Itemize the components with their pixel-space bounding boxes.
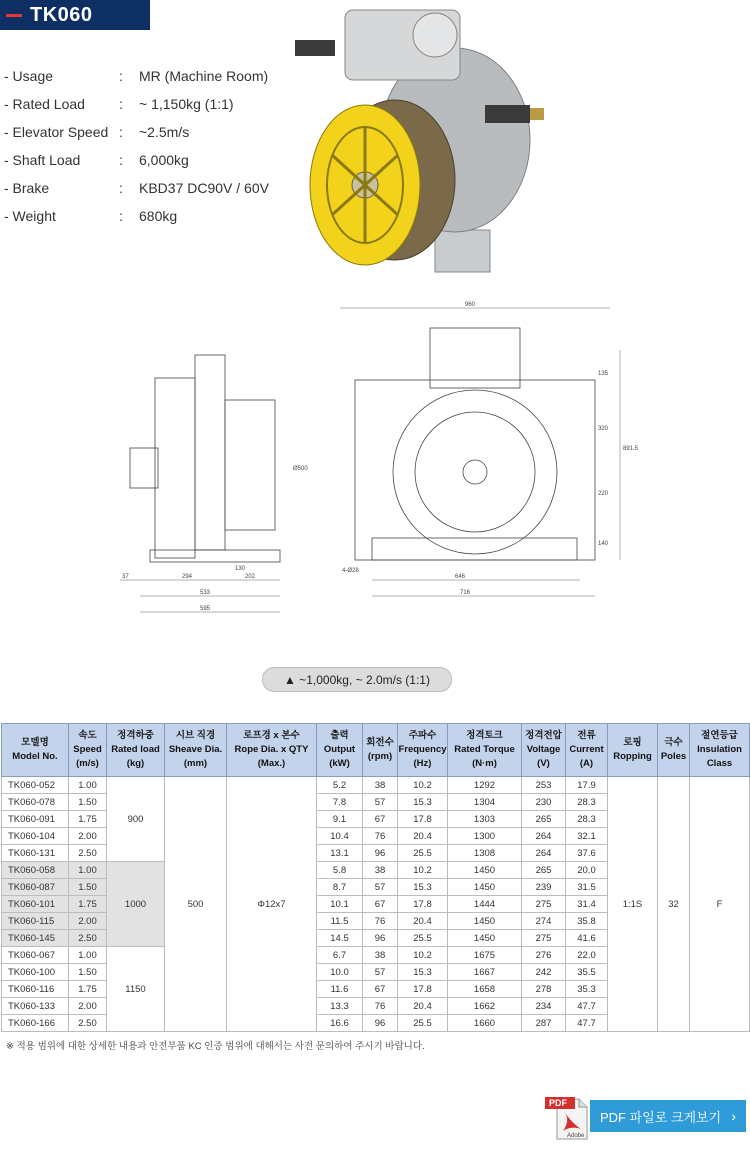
table-cell: 25.5 <box>398 1015 448 1032</box>
table-cell: 67 <box>363 896 398 913</box>
dim-891: 891.5 <box>623 446 639 452</box>
front-view-base <box>372 538 577 560</box>
column-header-en: (rpm) <box>367 751 393 762</box>
dim-sheave-dia: Ø500 <box>293 466 308 472</box>
table-cell: 57 <box>363 879 398 896</box>
table-cell: 275 <box>522 930 566 947</box>
table-cell: 5.2 <box>317 777 363 794</box>
column-header <box>448 724 522 777</box>
table-cell: 15.3 <box>398 964 448 981</box>
dim-202: 202 <box>245 574 256 580</box>
table-cell: 20.0 <box>566 862 608 879</box>
spec-label: - Usage <box>4 68 54 84</box>
side-view-sheave <box>225 400 275 530</box>
table-cell: 1308 <box>448 845 522 862</box>
table-cell: 2.50 <box>69 930 107 947</box>
dim-595: 595 <box>200 606 211 612</box>
spec-shaft-load <box>4 146 269 174</box>
column-header-ko: 주파수 <box>408 730 437 741</box>
table-cell: 38 <box>363 777 398 794</box>
table-cell: 32 <box>658 777 690 1032</box>
table-cell: 17.9 <box>566 777 608 794</box>
column-header <box>566 724 608 777</box>
table-cell: 1.00 <box>69 777 107 794</box>
front-view-hub <box>463 460 487 484</box>
table-cell: 11.6 <box>317 981 363 998</box>
column-header <box>107 724 165 777</box>
pdf-button-label: PDF 파일로 크게보기 <box>600 1109 722 1125</box>
spec-value: ~ 1,150kg (1:1) <box>139 96 234 112</box>
table-cell: 76 <box>363 913 398 930</box>
dim-533: 533 <box>200 590 211 596</box>
table-cell: 76 <box>363 828 398 845</box>
table-cell: 1.75 <box>69 896 107 913</box>
front-view-motor-circle <box>393 390 557 554</box>
column-header-unit: (kW) <box>329 758 350 769</box>
spec-weight <box>4 202 269 230</box>
table-cell: 17.8 <box>398 981 448 998</box>
table-cell: 20.4 <box>398 913 448 930</box>
column-header-en: Sheave Dia. <box>168 744 223 755</box>
table-cell: 57 <box>363 794 398 811</box>
column-header-ko: 정격하중 <box>117 730 154 741</box>
table-cell: 275 <box>522 896 566 913</box>
table-cell: 11.5 <box>317 913 363 930</box>
table-cell: TK060-133 <box>2 998 69 1015</box>
table-cell: 2.00 <box>69 913 107 930</box>
spec-label: - Elevator Speed <box>4 124 109 140</box>
spec-sep: : <box>119 152 123 168</box>
column-header <box>522 724 566 777</box>
table-cell: 1450 <box>448 862 522 879</box>
table-cell: TK060-052 <box>2 777 69 794</box>
table-cell: TK060-166 <box>2 1015 69 1032</box>
side-view-shaft <box>130 448 158 488</box>
table-cell: 25.5 <box>398 930 448 947</box>
spec-value: KBD37 DC90V / 60V <box>139 180 269 196</box>
spec-sep: : <box>119 96 123 112</box>
table-cell: 1658 <box>448 981 522 998</box>
dim-135: 135 <box>598 371 609 377</box>
table-cell: 38 <box>363 862 398 879</box>
table-cell: 14.5 <box>317 930 363 947</box>
column-header-ko: 로핑 <box>623 737 642 748</box>
table-cell: 67 <box>363 811 398 828</box>
drawing-caption: ▲ ~1,000kg, ~ 2.0m/s (1:1) <box>262 667 452 692</box>
table-cell: TK060-100 <box>2 964 69 981</box>
table-cell: TK060-101 <box>2 896 69 913</box>
column-header-unit: (A) <box>579 758 594 769</box>
table-cell: TK060-067 <box>2 947 69 964</box>
table-cell: 6.7 <box>317 947 363 964</box>
table-cell: 264 <box>522 828 566 845</box>
table-cell: 31.4 <box>566 896 608 913</box>
dim-130: 130 <box>235 566 246 572</box>
table-row <box>2 777 750 794</box>
title-accent <box>6 14 22 17</box>
table-cell: 96 <box>363 930 398 947</box>
photo-spring-right <box>485 105 530 123</box>
front-view-brake <box>430 328 520 388</box>
table-cell: 15.3 <box>398 879 448 896</box>
column-header <box>165 724 227 777</box>
spec-label: - Rated Load <box>4 96 85 112</box>
table-cell: 278 <box>522 981 566 998</box>
column-header-ko: 속도 <box>78 730 97 741</box>
dim-716: 716 <box>460 590 471 596</box>
dim-140: 140 <box>598 541 609 547</box>
column-header-ko: 정격토크 <box>466 730 503 741</box>
pdf-view-button[interactable] <box>590 1100 746 1132</box>
spec-sep: : <box>119 180 123 196</box>
table-cell: TK060-078 <box>2 794 69 811</box>
column-header-ko: 전류 <box>577 730 596 741</box>
spec-value: 680kg <box>139 208 178 224</box>
photo-spring-left <box>295 40 335 56</box>
table-cell: 230 <box>522 794 566 811</box>
spec-brake <box>4 174 269 202</box>
traction-machine-photo <box>285 0 550 280</box>
table-cell: 1292 <box>448 777 522 794</box>
table-cell: 239 <box>522 879 566 896</box>
table-cell: 57 <box>363 964 398 981</box>
table-cell: 1.50 <box>69 879 107 896</box>
column-header-unit: (N·m) <box>472 758 497 769</box>
spec-usage <box>4 62 269 90</box>
table-cell: TK060-087 <box>2 879 69 896</box>
table-cell: 9.1 <box>317 811 363 828</box>
column-header-en: Current <box>569 744 604 755</box>
column-header-en: Ropping <box>613 751 652 762</box>
table-cell: 1660 <box>448 1015 522 1032</box>
table-cell: TK060-131 <box>2 845 69 862</box>
table-cell: 274 <box>522 913 566 930</box>
table-cell: 1150 <box>107 947 165 1032</box>
table-cell: 96 <box>363 1015 398 1032</box>
table-cell: 10.1 <box>317 896 363 913</box>
table-cell: 20.4 <box>398 998 448 1015</box>
table-cell: 1662 <box>448 998 522 1015</box>
chevron-right-icon: › <box>731 1108 736 1124</box>
table-cell: 16.6 <box>317 1015 363 1032</box>
table-cell: 31.5 <box>566 879 608 896</box>
table-cell: 15.3 <box>398 794 448 811</box>
footnote: ※ 적용 범위에 대한 상세한 내용과 안전부품 KC 인증 범위에 대해서는 사전 문의하여 주시기 바랍니다. <box>6 1041 425 1052</box>
column-header-en: Model No. <box>12 751 58 762</box>
column-header-unit: (V) <box>537 758 550 769</box>
front-view-outline <box>355 380 595 560</box>
table-cell: 35.3 <box>566 981 608 998</box>
table-cell: 287 <box>522 1015 566 1032</box>
column-header <box>608 724 658 777</box>
table-cell: 28.3 <box>566 794 608 811</box>
column-header-unit: (m/s) <box>76 758 99 769</box>
table-cell: 35.8 <box>566 913 608 930</box>
spec-rated-load <box>4 90 269 118</box>
column-header-en: Rated load <box>111 744 160 755</box>
table-cell: 242 <box>522 964 566 981</box>
table-cell: 17.8 <box>398 896 448 913</box>
table-cell: 1.75 <box>69 981 107 998</box>
table-cell: 28.3 <box>566 811 608 828</box>
dim-294: 294 <box>182 574 193 580</box>
spec-label: - Shaft Load <box>4 152 81 168</box>
spec-elevator-speed <box>4 118 269 146</box>
table-cell: 2.00 <box>69 828 107 845</box>
column-header <box>317 724 363 777</box>
table-header-row <box>2 724 750 777</box>
table-cell: 234 <box>522 998 566 1015</box>
column-header-unit: (mm) <box>183 758 208 769</box>
table-cell: 10.2 <box>398 777 448 794</box>
table-cell: 2.50 <box>69 1015 107 1032</box>
table-cell: 10.2 <box>398 862 448 879</box>
pdf-file-icon[interactable] <box>545 1095 589 1141</box>
column-header-unit: (Hz) <box>413 758 432 769</box>
table-cell: 47.7 <box>566 998 608 1015</box>
table-cell: 265 <box>522 862 566 879</box>
column-header <box>2 724 69 777</box>
column-header <box>658 724 690 777</box>
spec-sep: : <box>119 208 123 224</box>
dim-220: 220 <box>598 491 609 497</box>
table-cell: 13.3 <box>317 998 363 1015</box>
table-cell: Φ12x7 <box>227 777 317 1032</box>
table-cell: TK060-116 <box>2 981 69 998</box>
column-header-ko: 회전수 <box>366 737 394 748</box>
table-cell: 10.4 <box>317 828 363 845</box>
column-header-ko: 출력 <box>330 730 349 741</box>
table-cell: 37.6 <box>566 845 608 862</box>
column-header-ko: 시브 직경 <box>175 730 216 741</box>
table-cell: 2.50 <box>69 845 107 862</box>
spec-value: ~2.5m/s <box>139 124 190 140</box>
spec-label: - Brake <box>4 180 50 196</box>
spec-value: 6,000kg <box>139 152 189 168</box>
table-cell: 1.75 <box>69 811 107 828</box>
column-header-en: Rated Torque <box>454 744 515 755</box>
column-header-en: Speed <box>73 744 102 755</box>
table-cell: TK060-115 <box>2 913 69 930</box>
table-cell: 10.0 <box>317 964 363 981</box>
side-view-base <box>150 550 280 562</box>
pdf-brand-label: Adobe <box>567 1133 585 1139</box>
dimension-drawing <box>110 300 650 620</box>
spec-list <box>4 62 269 230</box>
table-cell: 253 <box>522 777 566 794</box>
table-cell: 264 <box>522 845 566 862</box>
table-cell: 1450 <box>448 913 522 930</box>
dim-320: 320 <box>598 426 609 432</box>
table-cell: TK060-091 <box>2 811 69 828</box>
table-cell: 1304 <box>448 794 522 811</box>
table-body <box>2 777 750 1032</box>
spec-sep: : <box>119 124 123 140</box>
table-cell: 47.7 <box>566 1015 608 1032</box>
column-header-en: Output <box>323 744 356 755</box>
table-cell: 1.00 <box>69 862 107 879</box>
table-cell: 1300 <box>448 828 522 845</box>
table-cell: 5.8 <box>317 862 363 879</box>
spec-sep: : <box>119 68 123 84</box>
table-cell: 13.1 <box>317 845 363 862</box>
title-bar <box>0 0 150 30</box>
spec-label: - Weight <box>4 208 56 224</box>
table-cell: 25.5 <box>398 845 448 862</box>
table-cell: 1:1S <box>608 777 658 1032</box>
photo-brake-cylinder <box>413 13 457 57</box>
photo-bolt <box>530 108 544 120</box>
column-header <box>69 724 107 777</box>
table-cell: 96 <box>363 845 398 862</box>
side-view-frame <box>195 355 225 550</box>
column-header <box>690 724 750 777</box>
table-cell: 1303 <box>448 811 522 828</box>
table-cell: 1.00 <box>69 947 107 964</box>
table-cell: 32.1 <box>566 828 608 845</box>
column-header-en: Voltage <box>526 744 561 755</box>
column-header-unit: (Max.) <box>257 758 286 769</box>
table-cell: 76 <box>363 998 398 1015</box>
table-cell: 1450 <box>448 879 522 896</box>
table-cell: 7.8 <box>317 794 363 811</box>
column-header-ko: 극수 <box>664 737 683 748</box>
column-header-en: Insulation <box>697 744 742 755</box>
column-header-ko: 절연등급 <box>701 730 738 741</box>
table-cell: 41.6 <box>566 930 608 947</box>
side-view-motor <box>155 378 195 558</box>
table-cell: 20.4 <box>398 828 448 845</box>
column-header-ko: 정격전압 <box>525 730 562 741</box>
pdf-icon-label: PDF <box>549 1098 567 1108</box>
table-cell: TK060-104 <box>2 828 69 845</box>
table-cell: 900 <box>107 777 165 862</box>
table-cell: 67 <box>363 981 398 998</box>
dim-37: 37 <box>122 574 129 580</box>
column-header-ko: 모델명 <box>21 737 49 748</box>
table-cell: 1.50 <box>69 964 107 981</box>
table-cell: 17.8 <box>398 811 448 828</box>
table-cell: 1444 <box>448 896 522 913</box>
dim-646: 646 <box>455 574 466 580</box>
table-cell: 35.5 <box>566 964 608 981</box>
table-cell: 1667 <box>448 964 522 981</box>
page-title: TK060 <box>30 3 93 26</box>
table-cell: 10.2 <box>398 947 448 964</box>
photo-base <box>435 230 490 272</box>
spec-value: MR (Machine Room) <box>139 68 269 84</box>
table-cell: 1450 <box>448 930 522 947</box>
table-cell: 276 <box>522 947 566 964</box>
dim-top-width: 960 <box>465 302 476 308</box>
table-cell: 1675 <box>448 947 522 964</box>
column-header-en: Frequency <box>398 744 447 755</box>
table-cell: 1000 <box>107 862 165 947</box>
column-header-en: Poles <box>660 751 687 762</box>
dim-bolt-holes: 4-Ø28 <box>342 568 359 574</box>
table-cell: 1.50 <box>69 794 107 811</box>
column-header <box>363 724 398 777</box>
table-cell: 500 <box>165 777 227 1032</box>
column-header-en: Rope Dia. x QTY <box>234 744 309 755</box>
column-header-ko: 로프경 x 본수 <box>243 730 300 741</box>
front-view-sheave-circle <box>415 412 535 532</box>
table-cell: 38 <box>363 947 398 964</box>
table-cell: 2.00 <box>69 998 107 1015</box>
table-cell: F <box>690 777 750 1032</box>
table-cell: TK060-145 <box>2 930 69 947</box>
column-header-unit: (kg) <box>126 758 145 769</box>
column-header <box>227 724 317 777</box>
column-header-unit: Class <box>706 758 733 769</box>
table-cell: 22.0 <box>566 947 608 964</box>
table-cell: 265 <box>522 811 566 828</box>
spec-table <box>1 723 750 1032</box>
table-cell: 8.7 <box>317 879 363 896</box>
column-header <box>398 724 448 777</box>
table-cell: TK060-058 <box>2 862 69 879</box>
